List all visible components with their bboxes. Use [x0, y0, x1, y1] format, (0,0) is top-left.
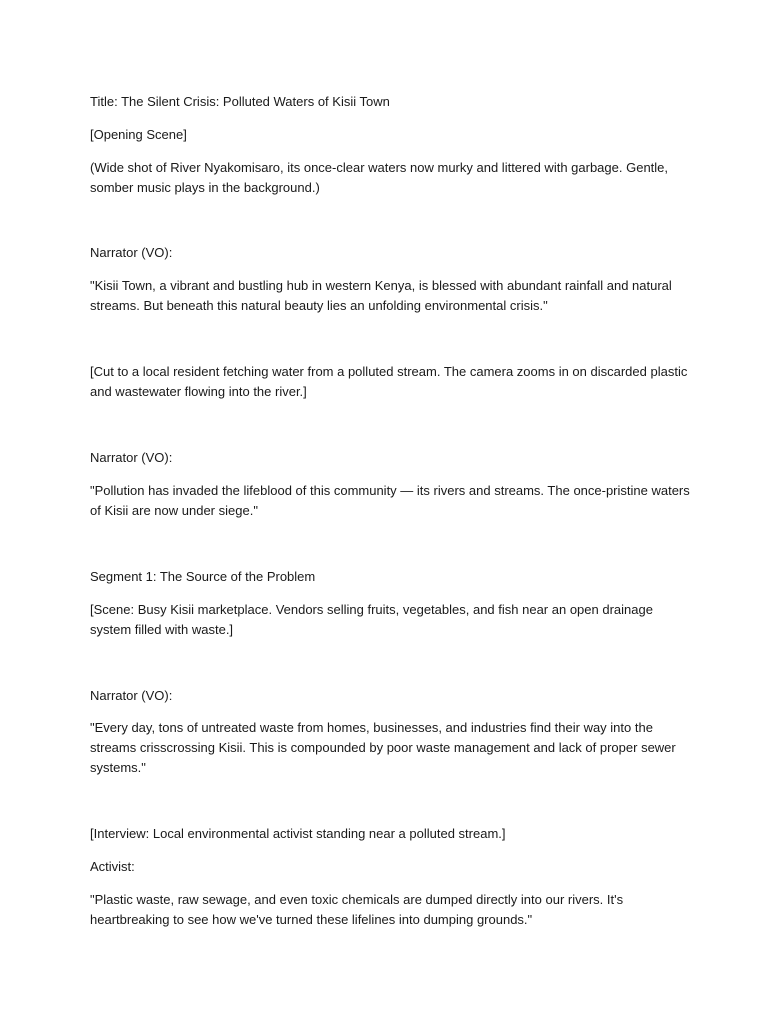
activist-line: "Plastic waste, raw sewage, and even toxic chemicals are dumped directly into our rivers. It's heartbreaking to see how we've turned these lifelines into dumping grounds.": [90, 892, 624, 927]
cut-stage-direction: [Cut to a local resident fetching water from a polluted stream. The camera zooms in on discarded plastic and wastewater flowing into the river.]: [90, 364, 688, 399]
narrator-label-1: Narrator (VO):: [90, 245, 173, 260]
narrator-label-2: Narrator (VO):: [90, 450, 173, 465]
narrator-label-3: Narrator (VO):: [90, 688, 173, 703]
opening-stage-direction: (Wide shot of River Nyakomisaro, its once-clear waters now murky and littered with garbage. Gentle, somber music plays in the background.): [90, 160, 669, 195]
activist-label: Activist:: [90, 859, 135, 874]
narrator-line-1: "Kisii Town, a vibrant and bustling hub in western Kenya, is blessed with abundant rainfall and natural streams. But beneath this natural beauty lies an unfolding environmental crisis.": [90, 278, 672, 313]
opening-scene-heading: [Opening Scene]: [90, 127, 187, 142]
segment-1-heading: Segment 1: The Source of the Problem: [90, 569, 316, 584]
document-title: Title: The Silent Crisis: Polluted Waters of Kisii Town: [90, 94, 390, 109]
narrator-line-3: "Every day, tons of untreated waste from homes, businesses, and industries find their way into the streams crisscrossing Kisii. This is compounded by poor waste management and lack of proper sewer systems.": [90, 720, 676, 775]
narrator-line-2: "Pollution has invaded the lifeblood of this community — its rivers and streams. The once-pristine waters of Kisii are now under siege.": [90, 483, 690, 518]
interview-stage-direction: [Interview: Local environmental activist standing near a polluted stream.]: [90, 826, 506, 841]
marketplace-stage-direction: [Scene: Busy Kisii marketplace. Vendors selling fruits, vegetables, and fish near an open drainage system filled with waste.]: [90, 602, 653, 637]
